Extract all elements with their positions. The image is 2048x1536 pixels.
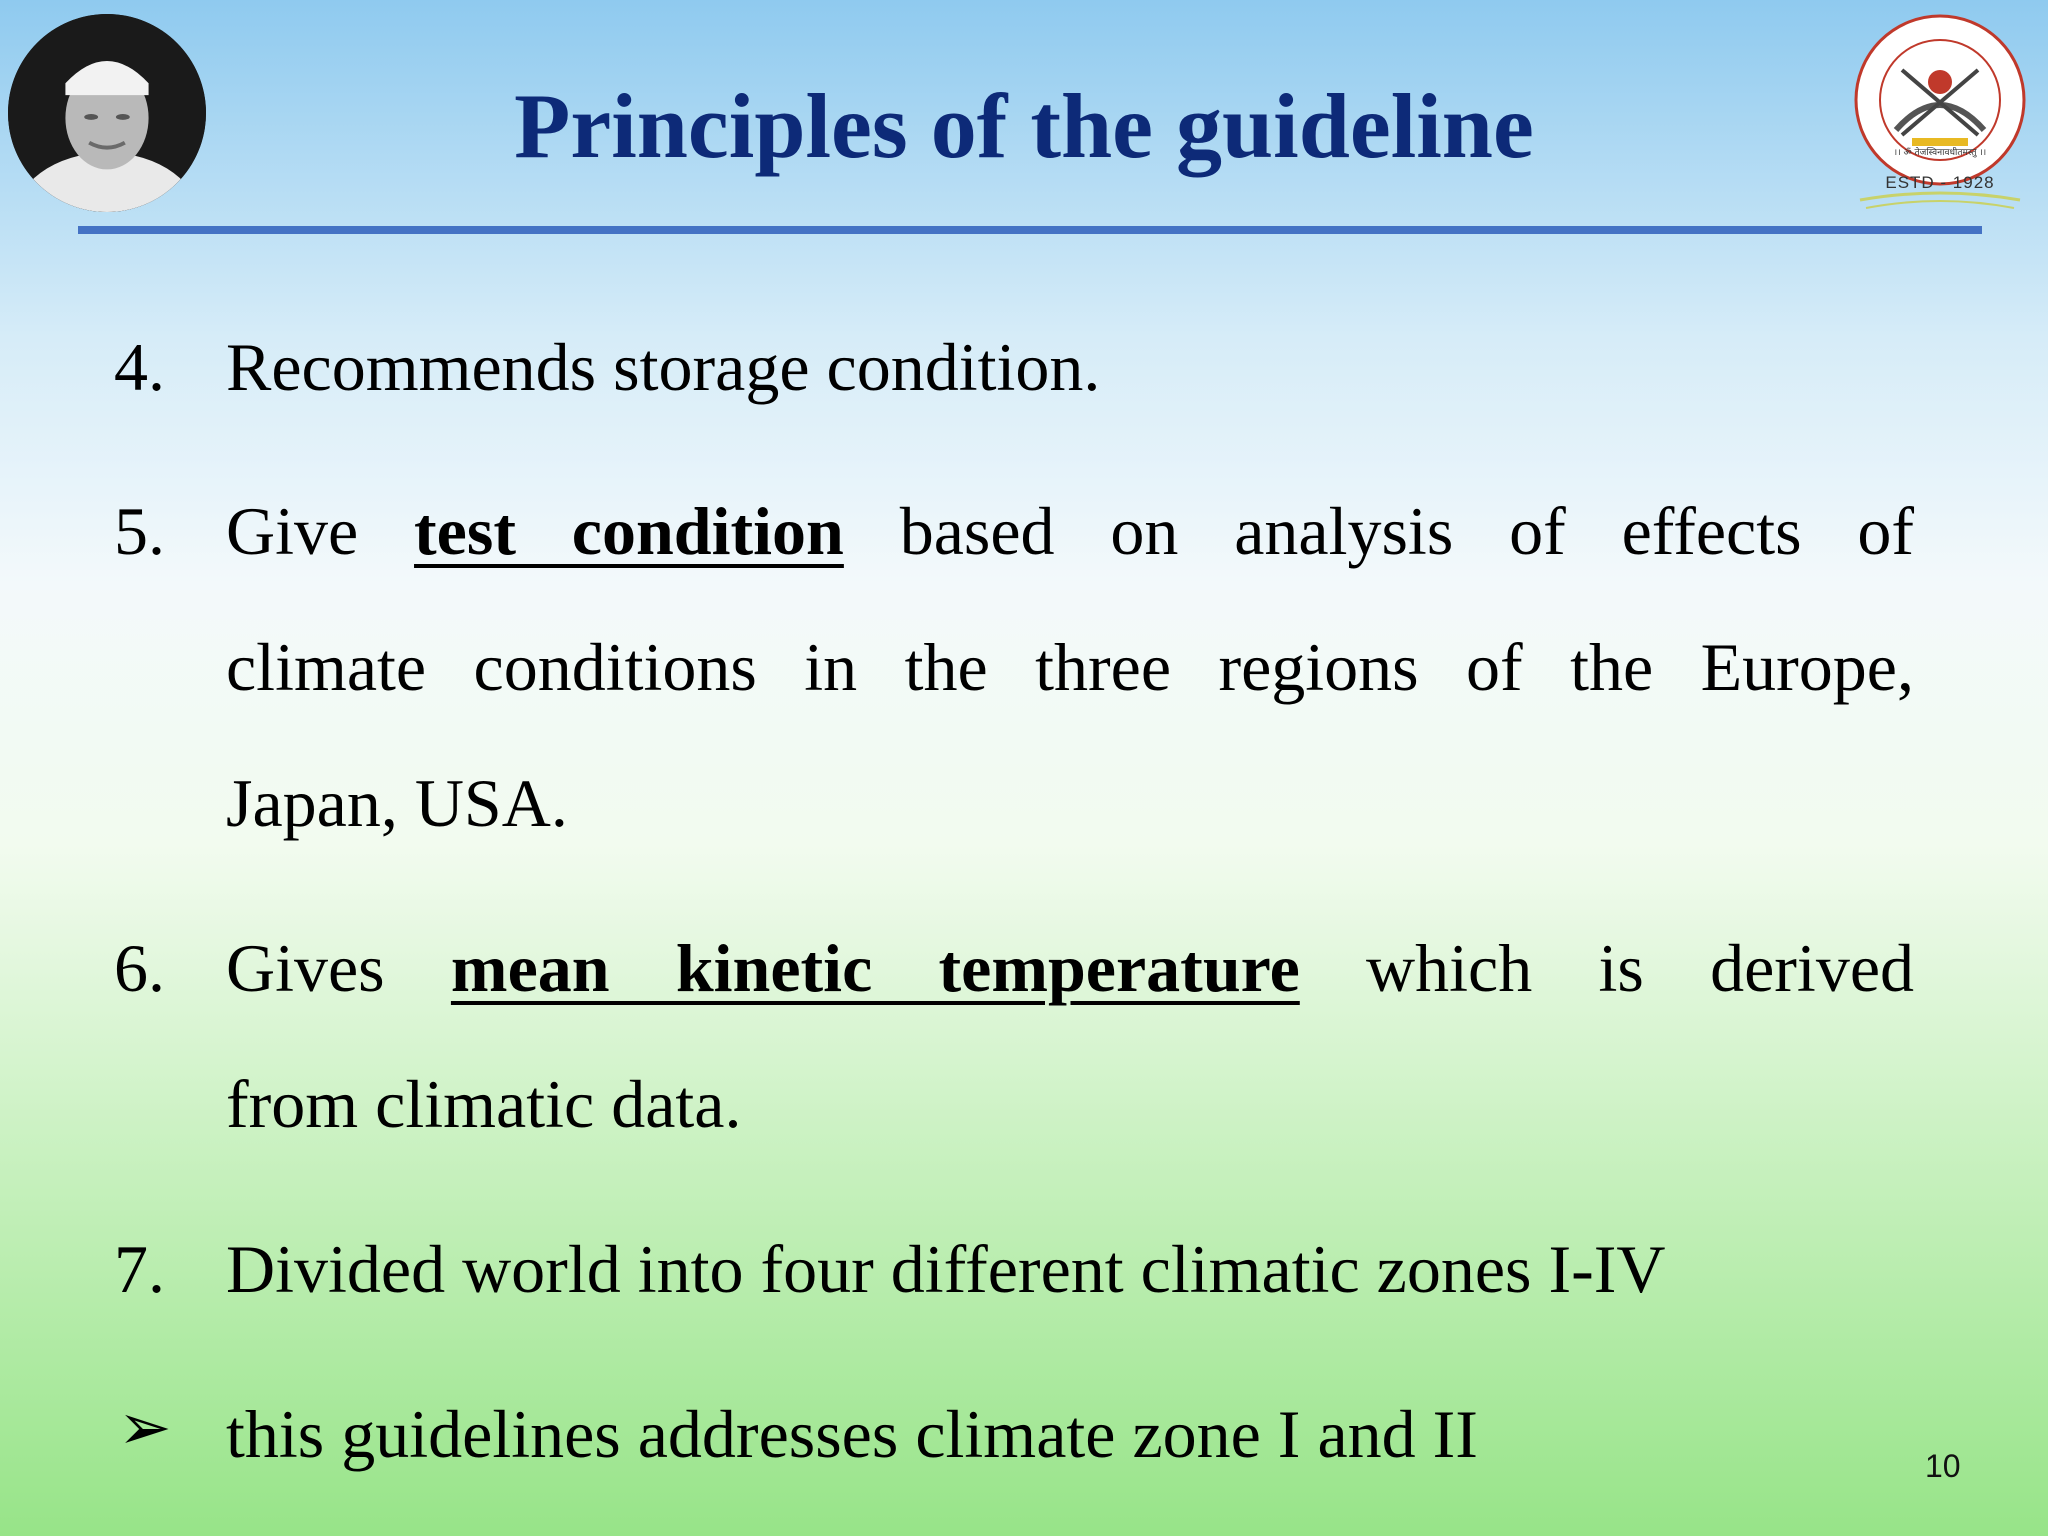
item-number: 5. (114, 493, 165, 569)
item-first-line (226, 930, 1915, 1006)
arrow-bullet-icon: ➢ (118, 1392, 172, 1463)
logo-estd: ESTD - 1928 (1885, 173, 1995, 192)
item-number: 4. (114, 329, 165, 405)
item-text: Japan, USA. (226, 765, 568, 841)
item-number: 7. (114, 1231, 165, 1307)
logo-motto: ।। ॐ तेजस्विनावधीतमस्तु ।। (1893, 148, 1987, 158)
item-text: climate conditions in the three regions of the Europe, (226, 629, 1914, 705)
item-text: Recommends storage condition. (226, 329, 1101, 405)
slide-title: Principles of the guideline (514, 75, 1534, 177)
item-text: this guidelines addresses climate zone I and II (226, 1396, 1478, 1472)
item-first-line (226, 493, 1915, 569)
item-text: Divided world into four different climatic zones I-IV (226, 1231, 1666, 1307)
page-number: 10 (1925, 1448, 1961, 1484)
item-number: 6. (114, 930, 165, 1006)
item-keyword: test condition (414, 493, 844, 569)
title-rule (78, 226, 1982, 234)
item-trail-text: based on analysis of effects of (899, 493, 1915, 569)
item-lead-text: Give (226, 493, 359, 569)
item-text: from climatic data. (226, 1066, 742, 1142)
item-keyword: mean kinetic temperature (450, 930, 1300, 1006)
item-trail-text: which is derived (1366, 930, 1915, 1006)
item-lead-text: Gives (226, 930, 385, 1006)
